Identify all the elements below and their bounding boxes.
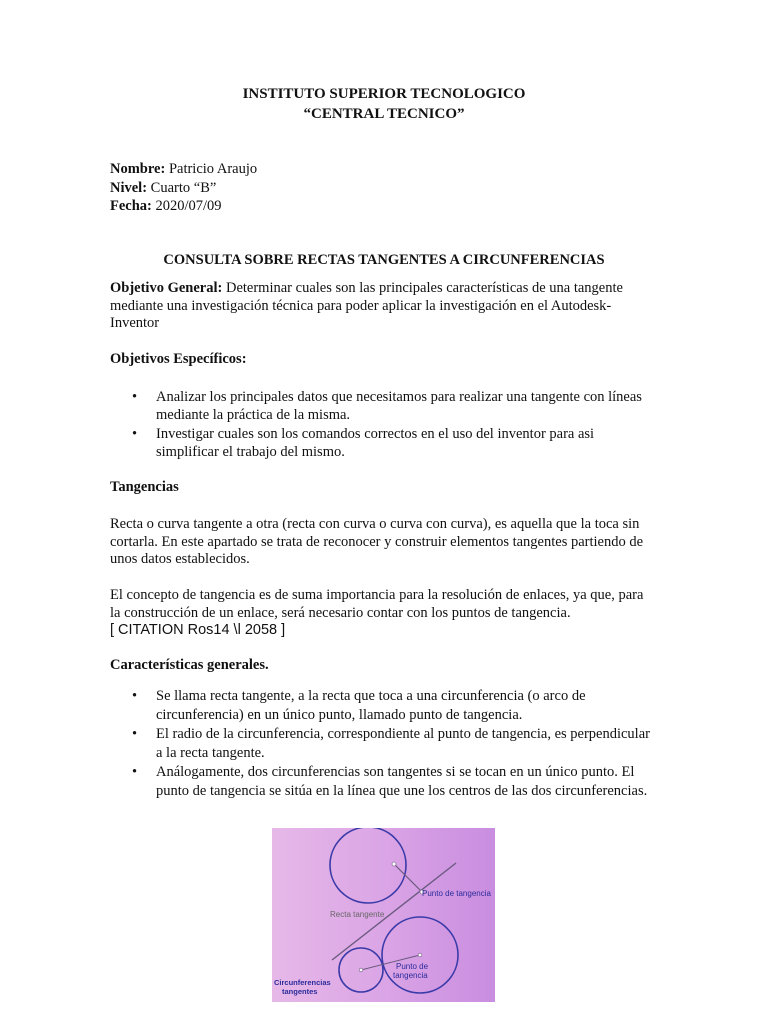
objetivo-general-label: Objetivo General: (110, 280, 223, 296)
institution-name: INSTITUTO SUPERIOR TECNOLOGICO (242, 86, 526, 102)
punto-de-label: Punto de (396, 962, 429, 971)
fecha-label: Fecha: (110, 198, 152, 214)
tangencias-paragraph-2 (110, 587, 655, 640)
list-item: • Investigar cuales son los comandos correctos en el uso del inventor para asi simplificar el trabajo del mismo. (132, 426, 595, 460)
nivel-label: Nivel: (110, 179, 148, 196)
tangencia-label: tangencia (393, 971, 428, 980)
bullet-icon: • (132, 389, 138, 405)
circunferencias-label: Circunferencias (274, 978, 331, 987)
small-center-point (359, 968, 363, 972)
objetivos-especificos-list (110, 389, 650, 463)
tangentes-label: tangentes (282, 987, 318, 996)
objetivo-general-text: Determinar cuales son las principales características de una tangente mediante una investigación técnica para poder aplicar la investigación en el Autodesk-Inventor (110, 280, 623, 331)
punto-tangencia-label: Punto de tangencia (422, 889, 491, 898)
caracteristicas-list (110, 687, 650, 801)
tangent-diagram (272, 828, 495, 1002)
fecha-row (110, 197, 257, 216)
fecha-value: 2020/07/09 (155, 198, 222, 214)
citation-field: [ CITATION Ros14 \l 2058 ] (110, 622, 286, 638)
institution-header (0, 84, 768, 124)
bullet-icon: • (132, 726, 138, 742)
bullet-icon: • (132, 688, 138, 704)
nombre-row (110, 160, 257, 179)
nivel-value: Cuarto “B” (150, 179, 217, 196)
list-item: • El radio de la circunferencia, correspondiente al punto de tangencia, es perpendicular a la recta tangente. (132, 726, 650, 761)
document-title: CONSULTA SOBRE RECTAS TANGENTES A CIRCUNFERENCIAS (163, 252, 605, 268)
nombre-label: Nombre: (110, 161, 166, 177)
tangencias-paragraph-2-text: El concepto de tangencia es de suma importancia para la resolución de enlaces, ya que, para la construcción de un enlace, será necesario contar con los puntos de tangencia. (110, 587, 644, 621)
student-info (110, 160, 257, 216)
bullet-icon: • (132, 764, 138, 780)
objetivos-especificos-heading: Objetivos Específicos: (110, 351, 247, 367)
caracteristicas-heading: Características generales. (110, 657, 269, 673)
list-item: • Analizar los principales datos que necesitamos para realizar una tangente con líneas mediante la práctica de la misma. (132, 389, 642, 423)
large-center-point (418, 953, 422, 957)
recta-tangente-label: Recta tangente (330, 910, 385, 919)
objetivo-general (110, 280, 655, 333)
bullet-icon: • (132, 426, 138, 442)
upper-center-point (392, 862, 396, 866)
nivel-row (110, 179, 257, 198)
list-item: • Análogamente, dos circunferencias son tangentes si se tocan en un único punto. El punto de tangencia se sitúa en la línea que une los centros de las dos circunferencias. (132, 764, 648, 799)
nombre-value: Patricio Araujo (168, 161, 258, 177)
list-item: • Se llama recta tangente, a la recta que toca a una circunferencia (o arco de circunferencia) en un único punto, llamado punto de tangencia. (132, 688, 586, 723)
institution-subname: “CENTRAL TECNICO” (303, 106, 465, 122)
tangencias-heading: Tangencias (110, 479, 179, 495)
tangent-diagram-svg (272, 828, 495, 1002)
tangencias-paragraph-1: Recta o curva tangente a otra (recta con curva o curva con curva), es aquella que la toca sin cortarla. En este apartado se trata de reconocer y construir elementos tangentes partiendo de unos datos establecidos. (110, 516, 644, 567)
